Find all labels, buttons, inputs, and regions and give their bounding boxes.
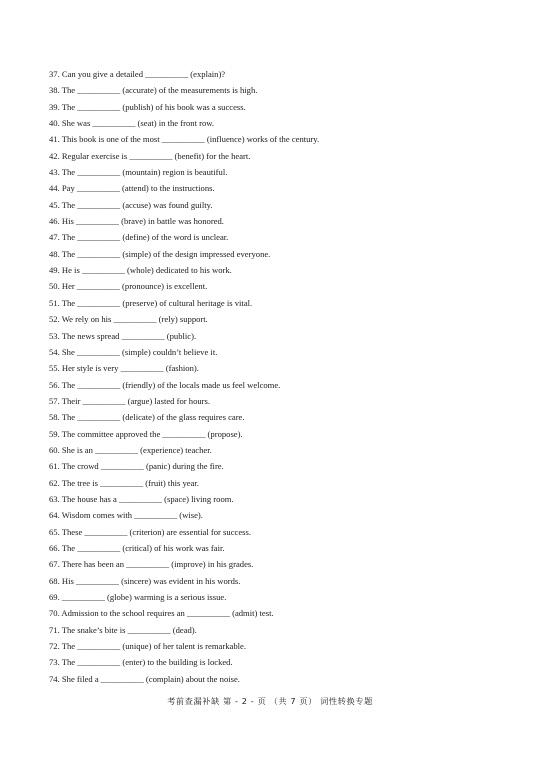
question-item: 73. The __________ (enter) to the building is locked. [49,657,233,668]
question-item: 71. The snake’s bite is __________ (dead). [49,624,197,635]
question-item: 50. Her __________ (pronounce) is excellent. [49,281,208,292]
question-item: 62. The tree is __________ (fruit) this year. [49,477,199,488]
question-item: 70. Admission to the school requires an __________ (admit) test. [49,608,274,619]
question-item: 54. She __________ (simple) couldn’t believe it. [49,346,218,357]
question-item: 61. The crowd __________ (panic) during the fire. [49,461,224,472]
question-item: 58. The __________ (delicate) of the glass requires care. [49,412,245,423]
question-item: 56. The __________ (friendly) of the locals made us feel welcome. [49,379,281,390]
question-item: 44. Pay __________ (attend) to the instructions. [49,183,215,194]
question-item: 63. The house has a __________ (space) living room. [49,493,234,504]
question-item: 40. She was __________ (seat) in the front row. [49,118,215,129]
question-item: 45. The __________ (accuse) was found guilty. [49,199,213,210]
question-item: 53. The news spread __________ (public). [49,330,197,341]
question-item: 55. Her style is very __________ (fashion). [49,363,199,374]
question-item: 37. Can you give a detailed __________ (explain)? [49,69,226,79]
question-item: 69. __________ (globe) warming is a serious issue. [49,592,227,602]
question-item: 39. The __________ (publish) of his book was a success. [49,101,246,112]
question-item: 42. Regular exercise is __________ (benefit) for the heart. [49,150,251,161]
question-item: 59. The committee approved the __________ (propose). [49,428,243,439]
question-item: 51. The __________ (preserve) of cultural heritage is vital. [49,297,253,308]
question-item: 65. These __________ (criterion) are essential for success. [49,526,251,537]
question-item: 41. This book is one of the most __________ (influence) works of the century. [49,134,320,145]
question-item: 52. We rely on his __________ (rely) support. [49,314,208,325]
question-item: 38. The __________ (accurate) of the measurements is high. [49,85,258,96]
question-item: 67. There has been an __________ (improve) in his grades. [49,559,254,570]
question-item: 47. The __________ (define) of the word is unclear. [49,232,229,243]
question-item: 64. Wisdom comes with __________ (wise). [49,510,203,521]
question-item: 48. The __________ (simple) of the design impressed everyone. [49,248,271,259]
question-item: 60. She is an __________ (experience) teacher. [49,444,212,455]
question-item: 46. His __________ (brave) in battle was honored. [49,216,224,227]
question-item: 68. His __________ (sincere) was evident in his words. [49,575,241,586]
question-item: 72. The __________ (unique) of her talent is remarkable. [49,641,246,652]
question-item: 66. The __________ (critical) of his work was fair. [49,542,225,553]
question-item: 74. She filed a __________ (complain) about the noise. [49,673,240,684]
question-item: 57. Their __________ (argue) lasted for hours. [49,395,211,406]
question-list [49,66,509,687]
question-item: 43. The __________ (mountain) region is beautiful. [49,167,228,178]
page-footer: 考前查漏补缺 第 - 2 - 页 （共 7 页） 词性转换专题 [167,696,373,706]
question-item: 49. He is __________ (whole) dedicated to his work. [49,265,232,276]
